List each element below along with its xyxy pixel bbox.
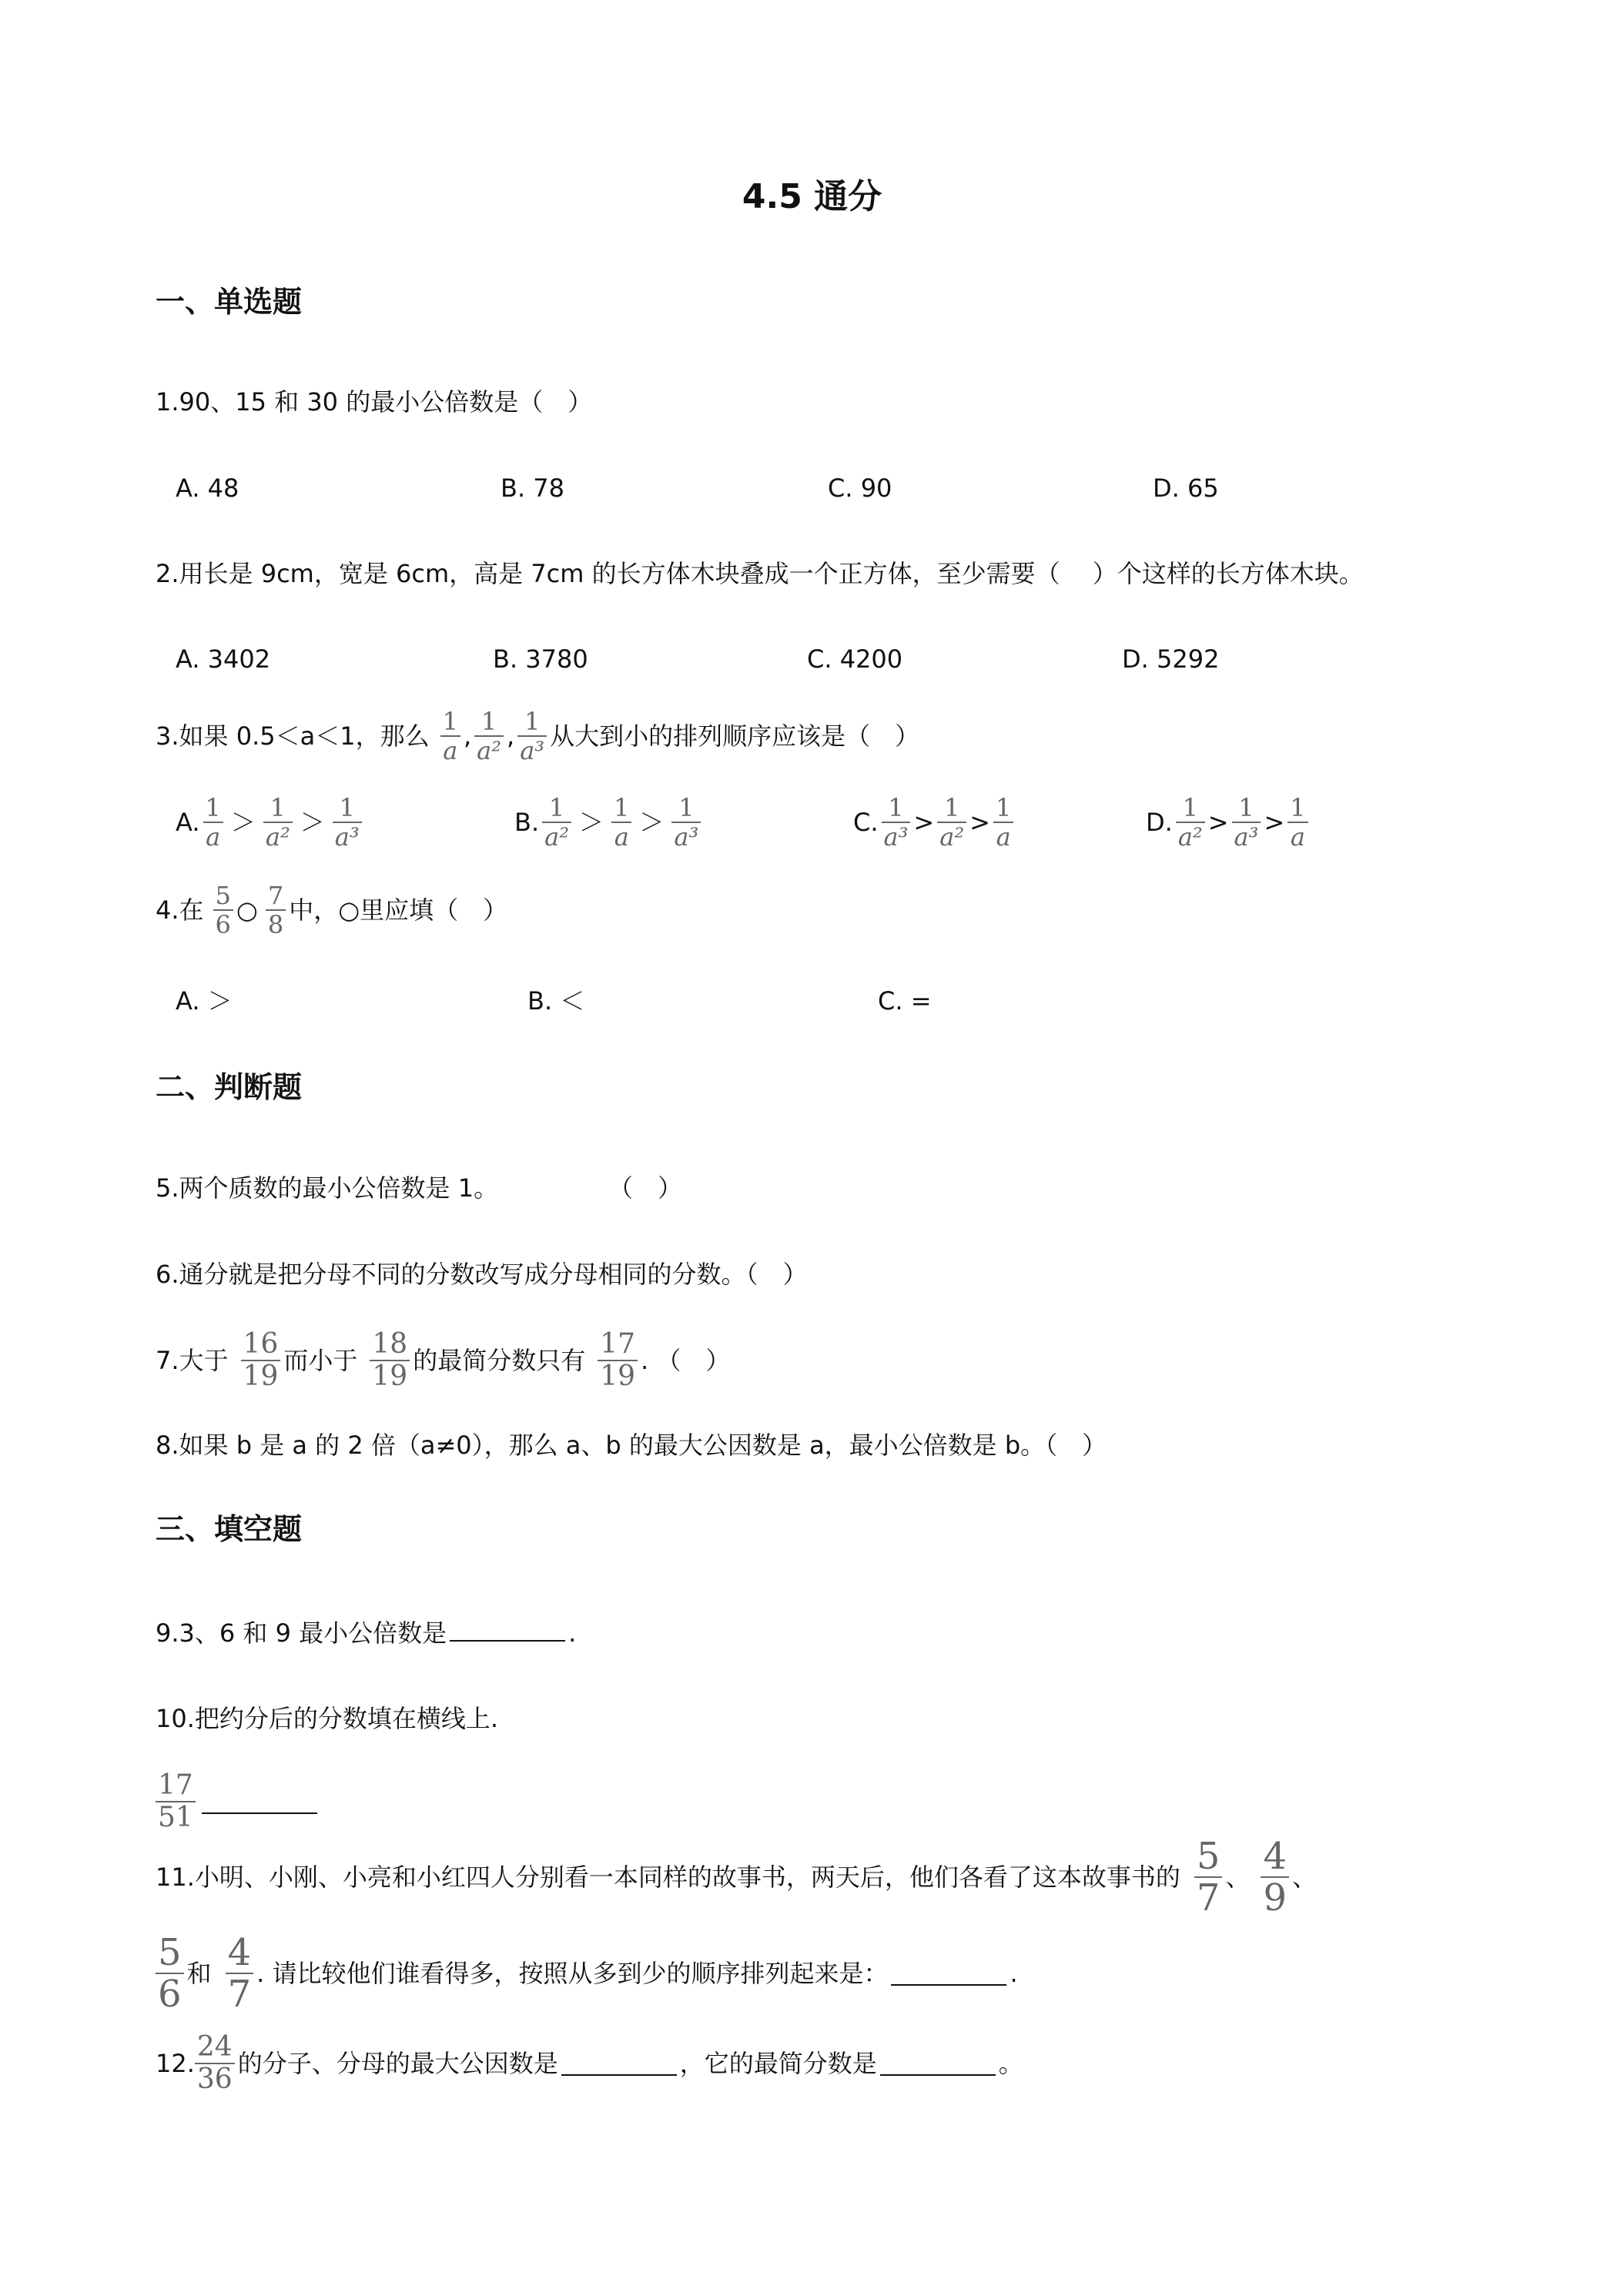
q5-paren: （ ） <box>608 1173 683 1203</box>
question-2: 2.用长是 9cm，宽是 6cm，高是 7cm 的长方体木块叠成一个正方体，至少需要（ ）个这样的长方体木块。 <box>156 559 1364 588</box>
q2-option-c: C. 4200 <box>807 644 903 674</box>
q3-option-b: B. $\frac{1}{\text{a²}}$ ＞ $\frac{1}{a}$ ＞ $\frac{1}{\text{a³}}$ <box>514 799 704 845</box>
fraction-5-6: $\frac{5}{6}$ <box>213 883 233 937</box>
q1-option-b: B. 78 <box>501 474 565 503</box>
fraction-5-6: $\frac{5}{6}$ <box>156 1934 184 2013</box>
question-9: 9.3、6 和 9 最小公倍数是 . <box>156 1618 577 1648</box>
answer-blank[interactable] <box>450 1617 565 1642</box>
q3-suffix: 从大到小的排列顺序应该是（ ） <box>550 721 920 751</box>
question-4: 4.在 $\frac{5}{6}$ ○ $\frac{7}{8}$ 中，○里应填（ ） <box>156 881 508 939</box>
question-10: 10.把约分后的分数填在横线上. <box>156 1704 499 1733</box>
q10-fraction-row <box>156 1771 320 1832</box>
q3-option-d: D. $\frac{1}{\text{a²}}$ > $\frac{1}{\text{a³}}$ > $\frac{1}{a}$ <box>1146 799 1311 845</box>
q4-option-a: A. ＞ <box>176 986 233 1016</box>
fraction-16-19: $\frac{16}{19}$ <box>241 1330 281 1391</box>
fraction-4-7: $\frac{4}{7}$ <box>226 1934 254 2013</box>
section-heading-single-choice: 一、单选题 <box>156 285 303 319</box>
fraction-1-over-a: $\frac{1}{a}$ <box>440 709 460 763</box>
q3-option-c: C. $\frac{1}{\text{a³}}$ > $\frac{1}{\text{a²}}$ > $\frac{1}{a}$ <box>853 799 1016 845</box>
q3-option-a: A. $\frac{1}{a}$ ＞ $\frac{1}{\text{a²}}$ ＞ $\frac{1}{\text{a³}}$ <box>176 799 365 845</box>
page-title: 4.5 通分 <box>742 177 882 216</box>
answer-blank[interactable] <box>891 1961 1006 1986</box>
answer-blank-simplest[interactable] <box>880 2051 996 2076</box>
q3-prefix: 3.如果 0.5＜a＜1，那么 <box>156 721 430 751</box>
q4-option-c: C. = <box>878 986 932 1016</box>
q2-option-d: D. 5292 <box>1122 644 1220 674</box>
circle-placeholder: ○ <box>236 895 258 925</box>
q1-option-a: A. 48 <box>176 474 239 503</box>
q2-option-a: A. 3402 <box>176 644 271 674</box>
fraction-24-36: $\frac{24}{36}$ <box>195 2033 235 2094</box>
q2-option-b: B. 3780 <box>493 644 588 674</box>
fraction-1-over-a2: $\frac{1}{\text{a²}}$ <box>474 709 504 763</box>
question-6: 6.通分就是把分母不同的分数改写成分母相同的分数。（ ） <box>156 1260 808 1289</box>
question-11: 11.小明、小刚、小亮和小红四人分别看一本同样的故事书，两天后，他们各看了这本故事书的 $\frac{5}{7}$ 、 $\frac{4}{9}$ 、 <box>156 1835 1318 1919</box>
q1-option-c: C. 90 <box>828 474 892 503</box>
fraction-1-over-a3: $\frac{1}{\text{a³}}$ <box>517 709 547 763</box>
answer-blank-gcd[interactable] <box>561 2051 677 2076</box>
question-5: 5.两个质数的最小公倍数是 1。 <box>156 1173 499 1203</box>
fraction-5-7: $\frac{5}{7}$ <box>1194 1838 1223 1916</box>
q1-option-d: D. 65 <box>1153 474 1219 503</box>
question-1: 1.90、15 和 30 的最小公倍数是（ ） <box>156 387 593 417</box>
section-heading-true-false: 二、判断题 <box>156 1070 303 1104</box>
answer-blank[interactable] <box>202 1789 317 1814</box>
question-12: 12. $\frac{24}{36}$ 的分子、分母的最大公因数是 ，它的最简分数是 。 <box>156 2031 1023 2095</box>
section-heading-fill-blank: 三、填空题 <box>156 1512 303 1546</box>
fraction-17-51: $\frac{17}{51}$ <box>156 1772 196 1832</box>
question-7: 7.大于 $\frac{16}{19}$ 而小于 $\frac{18}{19}$ 的最简分数只有 $\frac{17}{19}$ . （ ） <box>156 1328 731 1392</box>
fraction-18-19: $\frac{18}{19}$ <box>370 1330 410 1391</box>
fraction-7-8: $\frac{7}{8}$ <box>266 883 286 937</box>
question-11-line-2: $\frac{5}{6}$ 和 $\frac{4}{7}$ . 请比较他们谁看得多，按照从多到少的顺序排列起来是： . <box>156 1939 1018 2008</box>
fraction-17-19: $\frac{17}{19}$ <box>598 1330 638 1391</box>
question-8: 8.如果 b 是 a 的 2 倍（a≠0），那么 a、b 的最大公因数是 a，最小公倍数是 b。（ ） <box>156 1431 1107 1460</box>
question-3: 3.如果 0.5＜a＜1，那么 $\frac{1}{a}$ , $\frac{1}{\text{a²}}$ , $\frac{1}{\text{a³}}$ 从大到小的排列顺序应该是（ ） <box>156 707 920 765</box>
q4-option-b: B. ＜ <box>527 986 585 1016</box>
fraction-4-9: $\frac{4}{9}$ <box>1261 1838 1289 1916</box>
